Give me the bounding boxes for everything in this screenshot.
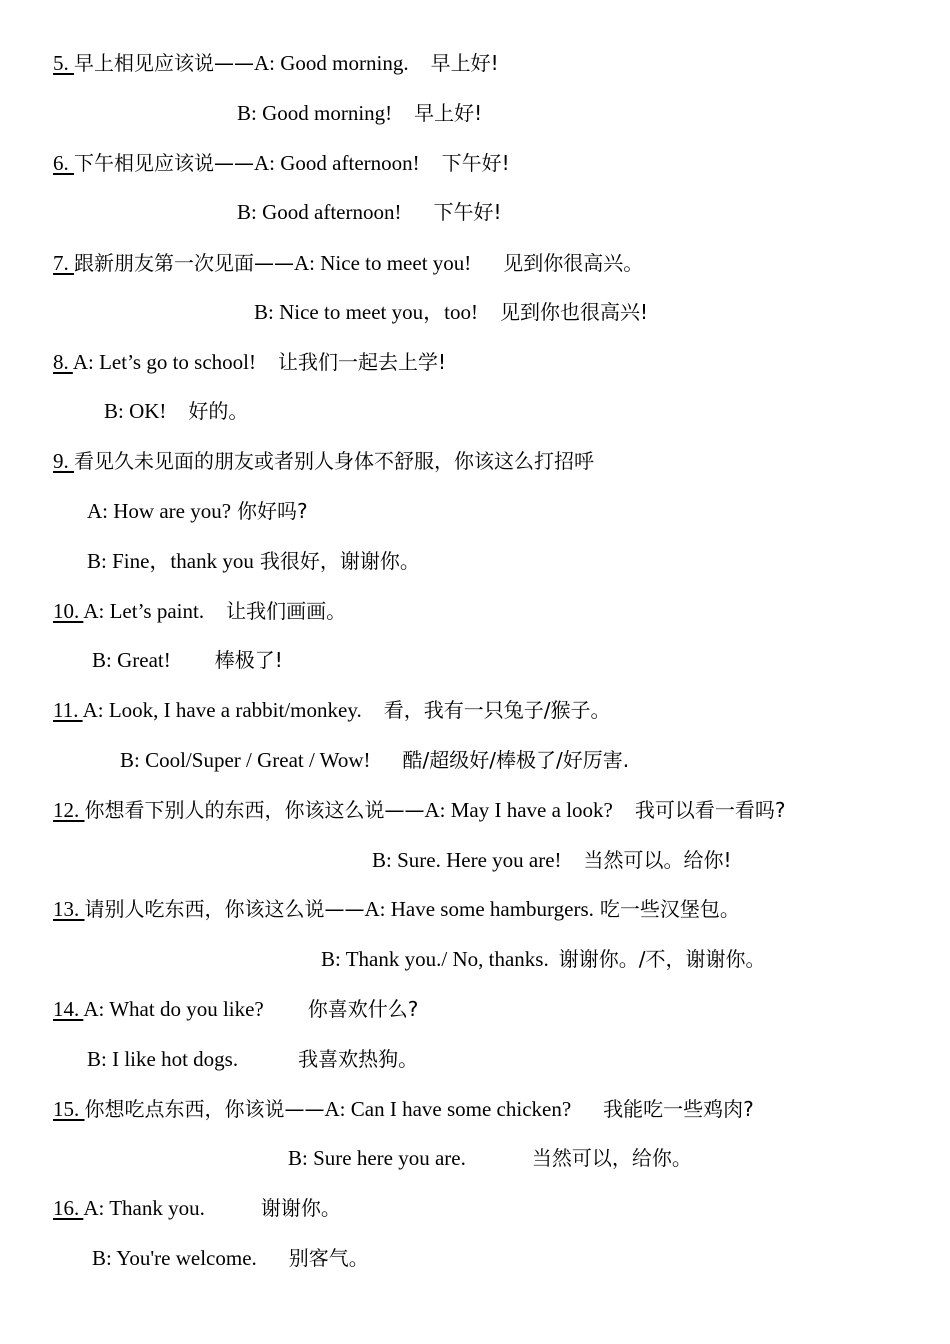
dialogue-9-situation xyxy=(53,447,594,475)
item-number: 6. xyxy=(53,151,74,175)
chinese-translation: 让我们画画。 xyxy=(226,599,347,623)
item-number: 12. xyxy=(53,798,85,822)
dialogue-8-line-b xyxy=(104,397,248,425)
chinese-translation: 当然可以，给你。 xyxy=(531,1146,692,1170)
item-number: 16. xyxy=(53,1196,84,1220)
item-number: 13. xyxy=(53,897,85,921)
item-number: 11. xyxy=(53,698,83,722)
dialogue-11-line-a xyxy=(53,696,610,724)
chinese-translation: 棒极了! xyxy=(214,648,283,672)
situation-text: 你想吃点东西，你该说—— xyxy=(84,1097,325,1121)
chinese-translation: 当然可以。给你! xyxy=(583,848,732,872)
item-number: 8. xyxy=(53,350,73,374)
item-number: 7. xyxy=(53,251,74,275)
english-line: B: Thank you./ No, thanks. xyxy=(321,947,549,971)
dialogue-10-line-a xyxy=(53,597,346,625)
dialogue-9-line-b xyxy=(87,547,420,575)
chinese-translation: 早上好! xyxy=(414,101,483,125)
english-line: B: I like hot dogs. xyxy=(87,1047,239,1071)
english-line: B: Good afternoon! xyxy=(237,200,402,224)
dialogue-7-line-a xyxy=(53,249,643,277)
chinese-translation: 吃一些汉堡包。 xyxy=(599,897,740,921)
dialogue-6-line-a xyxy=(53,149,510,177)
situation-text: 你想看下别人的东西，你该这么说—— xyxy=(84,798,425,822)
english-line: A: Let’s paint. xyxy=(83,599,205,623)
item-number: 10. xyxy=(53,599,84,623)
english-line: A: How are you? xyxy=(87,499,232,523)
english-line: B: OK! xyxy=(104,399,167,423)
item-number: 15. xyxy=(53,1097,85,1121)
chinese-translation: 我很好，谢谢你。 xyxy=(259,549,420,573)
situation-text: 早上相见应该说—— xyxy=(74,51,254,75)
chinese-translation: 早上好! xyxy=(430,51,499,75)
english-line: A: What do you like? xyxy=(83,997,264,1021)
english-line: A: Have some hamburgers. xyxy=(364,897,594,921)
chinese-translation: 谢谢你。 xyxy=(260,1196,341,1220)
situation-text: 请别人吃东西，你该这么说—— xyxy=(84,897,365,921)
dialogue-7-line-b xyxy=(254,298,648,326)
dialogue-10-line-b xyxy=(92,646,283,674)
dialogue-16-line-a xyxy=(53,1194,341,1222)
chinese-translation: 谢谢你。/不，谢谢你。 xyxy=(558,947,766,971)
chinese-translation: 让我们一起去上学! xyxy=(278,350,447,374)
english-line: A: Good morning. xyxy=(254,51,409,75)
dialogue-5-line-a xyxy=(53,49,499,77)
chinese-translation: 见到你很高兴。 xyxy=(503,251,644,275)
situation-text: 看见久未见面的朋友或者别人身体不舒服，你该这么打招呼 xyxy=(74,449,594,473)
dialogue-13-line-a xyxy=(53,895,740,923)
english-line: A: May I have a look? xyxy=(424,798,613,822)
item-number: 14. xyxy=(53,997,84,1021)
chinese-translation: 你好吗? xyxy=(237,499,308,523)
dialogue-16-line-b xyxy=(92,1244,369,1272)
chinese-translation: 我能吃一些鸡肉? xyxy=(603,1097,754,1121)
english-line: A: Look, I have a rabbit/monkey. xyxy=(82,698,362,722)
dialogue-15-line-b xyxy=(288,1144,692,1172)
chinese-translation: 下午好! xyxy=(433,200,502,224)
chinese-translation: 酷/超级好/棒极了/好厉害. xyxy=(402,748,630,772)
english-line: A: Let’s go to school! xyxy=(72,350,256,374)
english-line: B: You're welcome. xyxy=(92,1246,257,1270)
english-line: B: Fine，thank you xyxy=(87,549,254,573)
dialogue-15-line-a xyxy=(53,1095,754,1123)
item-number: 9. xyxy=(53,449,74,473)
dialogue-6-line-b xyxy=(237,198,502,226)
english-line: B: Cool/Super / Great / Wow! xyxy=(120,748,371,772)
chinese-translation: 见到你也很高兴! xyxy=(499,300,648,324)
english-line: A: Thank you. xyxy=(83,1196,205,1220)
chinese-translation: 我喜欢热狗。 xyxy=(298,1047,419,1071)
english-line: B: Good morning! xyxy=(237,101,393,125)
english-line: B: Nice to meet you，too! xyxy=(254,300,478,324)
chinese-translation: 我可以看一看吗? xyxy=(634,798,786,822)
dialogue-14-line-a xyxy=(53,995,418,1023)
chinese-translation: 看，我有一只兔子/猴子。 xyxy=(383,698,611,722)
dialogue-11-line-b xyxy=(120,746,629,774)
dialogue-8-line-a xyxy=(53,348,446,376)
situation-text: 跟新朋友第一次见面—— xyxy=(74,251,294,275)
dialogue-9-line-a xyxy=(87,497,308,525)
english-line: A: Can I have some chicken? xyxy=(324,1097,572,1121)
item-number: 5. xyxy=(53,51,74,75)
english-line: B: Sure here you are. xyxy=(288,1146,466,1170)
dialogue-13-line-b xyxy=(321,945,765,973)
dialogue-12-line-a xyxy=(53,796,785,824)
chinese-translation: 下午好! xyxy=(441,151,510,175)
dialogue-5-line-b xyxy=(237,99,482,127)
dialogue-14-line-b xyxy=(87,1045,418,1073)
english-line: A: Nice to meet you! xyxy=(294,251,472,275)
chinese-translation: 别客气。 xyxy=(288,1246,369,1270)
english-line: A: Good afternoon! xyxy=(254,151,420,175)
chinese-translation: 你喜欢什么? xyxy=(307,997,419,1021)
situation-text: 下午相见应该说—— xyxy=(74,151,254,175)
dialogue-12-line-b xyxy=(372,846,732,874)
chinese-translation: 好的。 xyxy=(188,399,249,423)
english-line: B: Great! xyxy=(92,648,171,672)
english-line: B: Sure. Here you are! xyxy=(372,848,562,872)
